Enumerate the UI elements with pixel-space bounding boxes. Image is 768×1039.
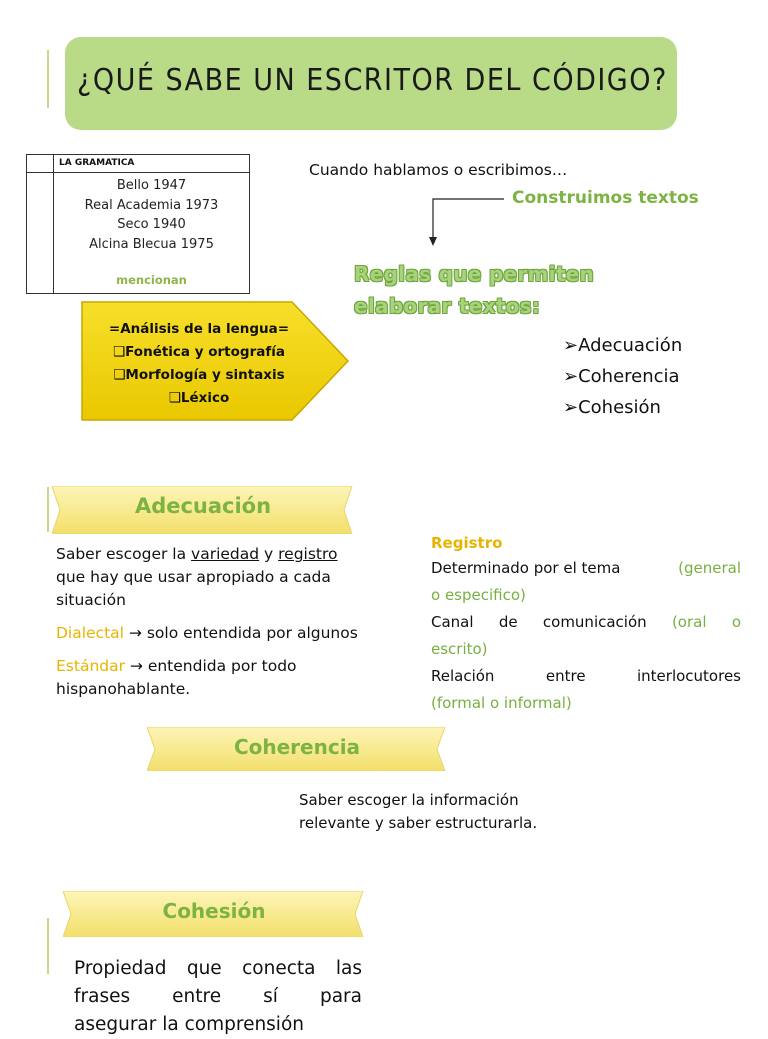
gramatica-header: LA GRAMATICA: [59, 158, 135, 168]
page-title: ¿QUÉ SABE UN ESCRITOR DEL CÓDIGO?: [77, 63, 668, 98]
gramatica-rows: [54, 176, 249, 254]
list-item: ➢Coherencia: [563, 366, 680, 387]
registro-line: [431, 609, 741, 636]
adecuacion-line: [56, 543, 416, 566]
text-span: para: [319, 986, 362, 1007]
table-row: Alcina Blecua 1975: [89, 236, 214, 252]
text-span: entre: [172, 986, 222, 1007]
title-banner: [65, 37, 677, 130]
decor-line-adecuacion: [47, 487, 49, 532]
text-span: → entendida por todo: [124, 657, 297, 675]
text-span: conecta: [242, 958, 316, 979]
cohesion-line: [74, 955, 362, 983]
analisis-text: [80, 318, 318, 410]
adecuacion-line: que hay que usar apropiado a cada: [56, 568, 331, 586]
coherencia-line: Saber escoger la información: [299, 791, 519, 809]
text-span: entre: [545, 667, 586, 685]
table-row: Seco 1940: [117, 217, 186, 232]
intro-line: Cuando hablamos o escribimos…: [309, 161, 568, 179]
reglas-heading: [354, 258, 594, 322]
text-span: comunicación: [542, 613, 647, 631]
table-row: Bello 1947: [116, 178, 187, 193]
registro-block: [431, 531, 741, 717]
text-span: Canal: [431, 613, 474, 631]
coherencia-line: relevante y saber estructurarla.: [299, 814, 538, 832]
text-span: y: [259, 545, 279, 563]
text-span: (oral: [671, 613, 707, 631]
text-span: → solo entendida por algunos: [124, 624, 358, 642]
list-item: ❑Fonética y ortografía: [113, 344, 285, 360]
list-item: ❑Léxico: [168, 390, 230, 406]
table-header-line: [27, 172, 249, 173]
connector-arrow: [426, 192, 506, 248]
cohesion-line: asegurar la comprensión: [74, 1014, 304, 1035]
text-span: o: [731, 613, 741, 631]
registro-heading: Registro: [431, 534, 503, 552]
adecuacion-line: situación: [56, 591, 126, 609]
text-span: sí: [263, 986, 278, 1007]
cohesion-body: [74, 955, 362, 1039]
cohesion-line: [74, 983, 362, 1011]
gramatica-footer: mencionan: [116, 273, 187, 287]
estandar-line: hispanohablante.: [56, 680, 191, 698]
table-row: Real Academia 1973: [84, 197, 219, 213]
cohesion-heading: Cohesión: [162, 899, 266, 923]
decor-line-cohesion: [47, 918, 49, 974]
estandar-line: [56, 655, 416, 678]
list-item: ➢Adecuación: [563, 335, 683, 356]
text-span: frases: [74, 986, 131, 1007]
variedad-term: variedad: [191, 545, 260, 563]
propiedades-list: [563, 330, 682, 423]
registro-line: (formal o informal): [431, 694, 572, 712]
adecuacion-body: [56, 543, 416, 701]
construimos-label: Construimos textos: [512, 188, 699, 208]
text-span: Propiedad: [74, 958, 167, 979]
reglas-line: Reglas que permiten: [354, 262, 595, 286]
registro-line: o especifico): [431, 586, 526, 604]
list-item: ❑Morfología y sintaxis: [113, 367, 285, 383]
registro-term: registro: [278, 545, 338, 563]
text-span: Relación: [431, 667, 495, 685]
dialectal-term: Dialectal: [56, 624, 124, 642]
coherencia-body: [299, 789, 537, 835]
estandar-term: Estándar: [56, 657, 125, 675]
registro-line: [431, 663, 741, 690]
adecuacion-heading: Adecuación: [134, 494, 272, 518]
text-span: las: [335, 958, 362, 979]
registro-line: escrito): [431, 640, 488, 658]
text-span: (general: [678, 559, 741, 577]
coherencia-heading: Coherencia: [233, 735, 361, 759]
registro-line: [431, 555, 741, 582]
text-span: interlocutores: [637, 667, 741, 685]
gramatica-table: [26, 154, 250, 294]
text-span: Determinado por el tema: [431, 559, 621, 577]
decor-line-title: [47, 50, 49, 108]
list-item: ➢Cohesión: [563, 397, 661, 418]
text-span: Saber escoger la: [56, 545, 192, 563]
text-span: que: [186, 958, 222, 979]
dialectal-line: [56, 622, 416, 645]
analisis-title: =Análisis de la lengua=: [108, 321, 290, 337]
reglas-line: elaborar textos:: [354, 294, 541, 318]
text-span: de: [498, 613, 518, 631]
